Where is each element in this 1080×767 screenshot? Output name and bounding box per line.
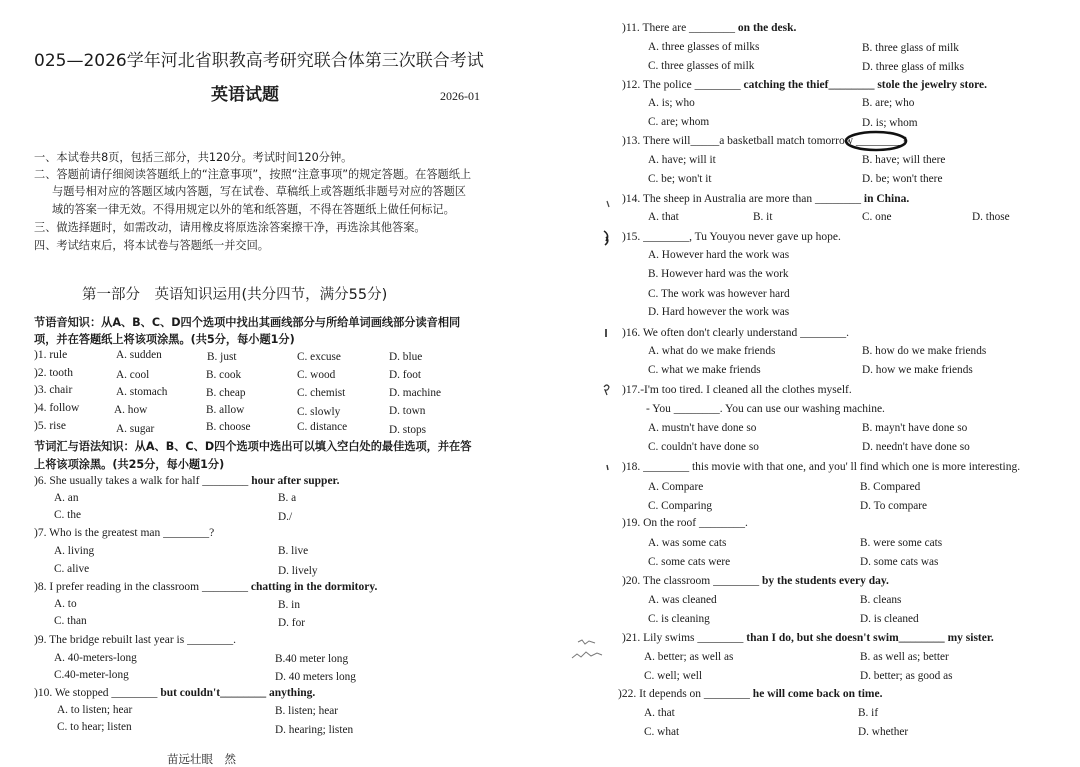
pen-mark <box>607 465 608 470</box>
question-number: )1. rule <box>34 349 68 361</box>
option: B. cheap <box>206 387 246 399</box>
section-intro: 项，并在答题纸上将该项涂黑。(共5分，每小题1分) <box>34 333 295 346</box>
option: B. how do we make friends <box>862 345 987 357</box>
question-stem: - You ________. You can use our washing machine. <box>646 403 885 415</box>
option: B.40 meter long <box>275 653 349 665</box>
stem-text: )13. There will <box>622 135 691 147</box>
option: C.40-meter-long <box>54 669 129 681</box>
stem-text: in China. <box>863 193 910 205</box>
question-number: )3. chair <box>34 384 73 396</box>
option: C. is cleaning <box>648 613 710 625</box>
option: D. To compare <box>860 500 928 512</box>
option: B. were some cats <box>860 537 943 549</box>
question-stem <box>622 79 987 91</box>
option: A. an <box>54 492 79 504</box>
option: B. just <box>207 351 237 363</box>
stem-text: he will come back on time. <box>752 688 883 700</box>
option: D. hearing; listen <box>275 724 354 736</box>
question-stem: )17.-I'm too tired. I cleaned all the clothes myself. <box>622 384 852 396</box>
stem-text: )22. It depends on ________ <box>618 688 753 700</box>
option: C. chemist <box>297 387 346 399</box>
option: D. for <box>278 617 305 629</box>
option: A. cool <box>116 369 150 381</box>
stem-text: catching the thief________ <box>743 79 878 91</box>
stem-text: hour after supper. <box>251 475 340 487</box>
option: A. what do we make friends <box>648 345 776 357</box>
option: B. allow <box>206 404 245 416</box>
option: B. live <box>278 545 309 557</box>
option: B. three glass of milk <box>862 42 959 54</box>
option: C. three glasses of milk <box>648 60 755 72</box>
question-stem: )9. The bridge rebuilt last year is ________. <box>34 634 236 646</box>
option: B. choose <box>206 421 251 433</box>
pen-circle <box>842 128 914 154</box>
option: A. better; as well as <box>644 651 734 663</box>
exam-date: 2026-01 <box>440 89 480 103</box>
option: A. that <box>644 707 675 719</box>
option: D. needn't have done so <box>862 441 970 453</box>
option: B. it <box>753 211 773 223</box>
option: D. town <box>389 405 426 417</box>
option: A. was some cats <box>648 537 727 549</box>
option: B. However hard was the work <box>648 268 789 280</box>
option: C. slowly <box>297 406 341 418</box>
question-stem: )19. On the roof ________. <box>622 517 748 529</box>
question-number: )4. follow <box>34 402 80 414</box>
pen-mark <box>578 640 595 644</box>
option: D. lively <box>278 565 318 577</box>
option: A. Compare <box>648 481 704 493</box>
option: D. machine <box>389 387 442 399</box>
option: D. some cats was <box>860 556 939 568</box>
option: D. whether <box>858 726 909 738</box>
pen-mark <box>604 231 608 245</box>
option: A. is; who <box>648 97 695 109</box>
instruction-line: 域的答案一律无效。不得用规定以外的笔和纸答题，不得在答题纸上做任何标记。 <box>52 203 455 216</box>
question-stem: )16. We often don't clearly understand ________. <box>622 327 850 339</box>
question-stem <box>622 22 796 34</box>
option: C. the <box>54 509 81 521</box>
option: C. The work was however hard <box>648 288 790 300</box>
option: D. those <box>972 211 1010 223</box>
option: D. three glass of milks <box>862 61 964 73</box>
option: C. than <box>54 615 87 627</box>
stem-text: my sister. <box>947 632 994 644</box>
option: C. some cats were <box>648 556 731 568</box>
question-number: )2. tooth <box>34 367 73 379</box>
subject-title: 英语试题 <box>211 85 279 105</box>
option: B. as well as; better <box>860 651 949 663</box>
stem-text: anything. <box>268 687 316 699</box>
stem-text: )12. The police ________ <box>622 79 744 91</box>
question-stem <box>622 575 889 587</box>
instruction-line: 四、考试结束后，将本试卷与答题纸一并交回。 <box>34 239 269 252</box>
stem-text: ________? <box>853 135 908 147</box>
pen-circle-stroke <box>846 132 906 150</box>
option: A. However hard the work was <box>648 249 790 261</box>
option: C. wood <box>297 369 336 381</box>
option: B. a <box>278 492 297 504</box>
option: B. if <box>858 707 879 719</box>
option: D. 40 meters long <box>275 671 356 683</box>
question-stem <box>622 632 994 644</box>
option: D. better; as good as <box>860 670 953 682</box>
margin-marks <box>600 195 624 665</box>
option: B. are; who <box>862 97 915 109</box>
instruction-line: 二、答题前请仔细阅读答题纸上的“注意事项”，按照“注意事项”的规定答题。在答题纸上 <box>34 168 472 181</box>
circled-word: morrow <box>816 135 854 147</box>
option: A. sudden <box>116 349 162 361</box>
option: A. was cleaned <box>648 594 717 606</box>
option: C. alive <box>54 563 90 575</box>
option: C. excuse <box>297 351 341 363</box>
option: A. three glasses of milks <box>648 41 760 53</box>
question-stem <box>34 687 315 699</box>
stem-text: )11. There are ________ <box>622 22 738 34</box>
handwritten-scribble <box>570 636 606 666</box>
stem-text: )10. We stopped ________ <box>34 687 161 699</box>
section-intro: 节词汇与语法知识：从A、B、C、D四个选项中选出可以填入空白处的最佳选项，并在答 <box>34 440 472 453</box>
stem-text: but couldn't________ <box>160 687 269 699</box>
pen-mark <box>604 385 609 395</box>
stem-text: stole the jewelry store. <box>877 79 987 91</box>
option: A. sugar <box>116 423 155 435</box>
option: A. how <box>114 404 148 416</box>
question-stem: )18. ________ this movie with that one, and you' ll find which one is more interesting. <box>622 461 1021 473</box>
question-stem: )7. Who is the greatest man ________? <box>34 527 215 539</box>
option: C. are; whom <box>648 116 710 128</box>
option: D. how we make friends <box>862 364 973 376</box>
option: C. what <box>644 726 680 738</box>
option: B. cook <box>206 369 242 381</box>
question-stem: )15. ________, Tu Youyou never gave up hope. <box>622 231 841 243</box>
page-footer: 苗远壮眼 然 <box>167 752 236 766</box>
stem-text: )6. She usually takes a walk for half ________ <box>34 475 252 487</box>
question-stem <box>622 193 909 205</box>
section-intro: 上将该项涂黑。(共25分，每小题1分) <box>34 458 225 471</box>
part1-heading: 第一部分 英语知识运用(共分四节，满分55分) <box>82 287 388 303</box>
stem-text: _____a basketball match to <box>690 135 817 147</box>
option: A. that <box>648 211 679 223</box>
option: C. to hear; listen <box>57 721 132 733</box>
option: C. one <box>862 211 892 223</box>
question-stem <box>34 581 377 593</box>
option: C. couldn't have done so <box>648 441 759 453</box>
instruction-line: 三、做选择题时，如需改动，请用橡皮将原选涂答案擦干净，再选涂其他答案。 <box>34 221 426 234</box>
instruction-line: 一、本试卷共8页，包括三部分，共120分。考试时间120分钟。 <box>34 151 353 164</box>
pen-mark <box>607 201 609 207</box>
option: D. is cleaned <box>860 613 919 625</box>
option: A. to <box>54 598 77 610</box>
question-stem <box>34 475 339 487</box>
option: C. Comparing <box>648 500 713 512</box>
stem-text: on the desk. <box>737 22 797 34</box>
option: B. mayn't have done so <box>862 422 968 434</box>
pen-mark <box>572 652 602 658</box>
option: D. blue <box>389 351 423 363</box>
option: C. what we make friends <box>648 364 761 376</box>
option: D. is; whom <box>862 117 918 129</box>
instruction-line: 与题号相对应的答题区域内答题，写在试卷、草稿纸上或答题纸非题号对应的答题区 <box>52 185 466 198</box>
option: D. stops <box>389 424 427 436</box>
option: C. be; won't it <box>648 173 712 185</box>
option: D. be; won't there <box>862 173 943 185</box>
option: C. well; well <box>644 670 703 682</box>
stem-text: by the students every day. <box>762 575 889 587</box>
stem-text: )21. Lily swims ________ <box>622 632 747 644</box>
exam-title: 025—2026学年河北省职教高考研究联合体第三次联合考试 <box>34 51 484 71</box>
stem-text: chatting in the dormitory. <box>250 581 378 593</box>
option: B. have; will there <box>862 154 946 166</box>
stem-text: )8. I prefer reading in the classroom ________ <box>34 581 251 593</box>
option: D. Hard however the work was <box>648 306 790 318</box>
option: A. living <box>54 545 95 557</box>
stem-text: )14. The sheep in Australia are more than ________ <box>622 193 864 205</box>
option: A. 40-meters-long <box>54 652 137 664</box>
option: D. foot <box>389 369 422 381</box>
option: A. to listen; hear <box>57 704 133 716</box>
section-intro: 节语音知识：从A、B、C、D四个选项中找出其画线部分与所给单词画线部分读音相同 <box>34 316 461 329</box>
option: B. listen; hear <box>275 705 339 717</box>
option: A. have; will it <box>648 154 716 166</box>
option: D./ <box>278 511 293 523</box>
stem-text: than I do, but she doesn't swim________ <box>746 632 948 644</box>
stem-text: )20. The classroom ________ <box>622 575 763 587</box>
question-number: )5. rise <box>34 420 66 432</box>
option: B. cleans <box>860 594 902 606</box>
option: A. stomach <box>116 386 168 398</box>
option: C. distance <box>297 421 348 433</box>
question-stem <box>618 688 882 700</box>
option: B. in <box>278 599 300 611</box>
option: B. Compared <box>860 481 921 493</box>
option: A. mustn't have done so <box>648 422 757 434</box>
